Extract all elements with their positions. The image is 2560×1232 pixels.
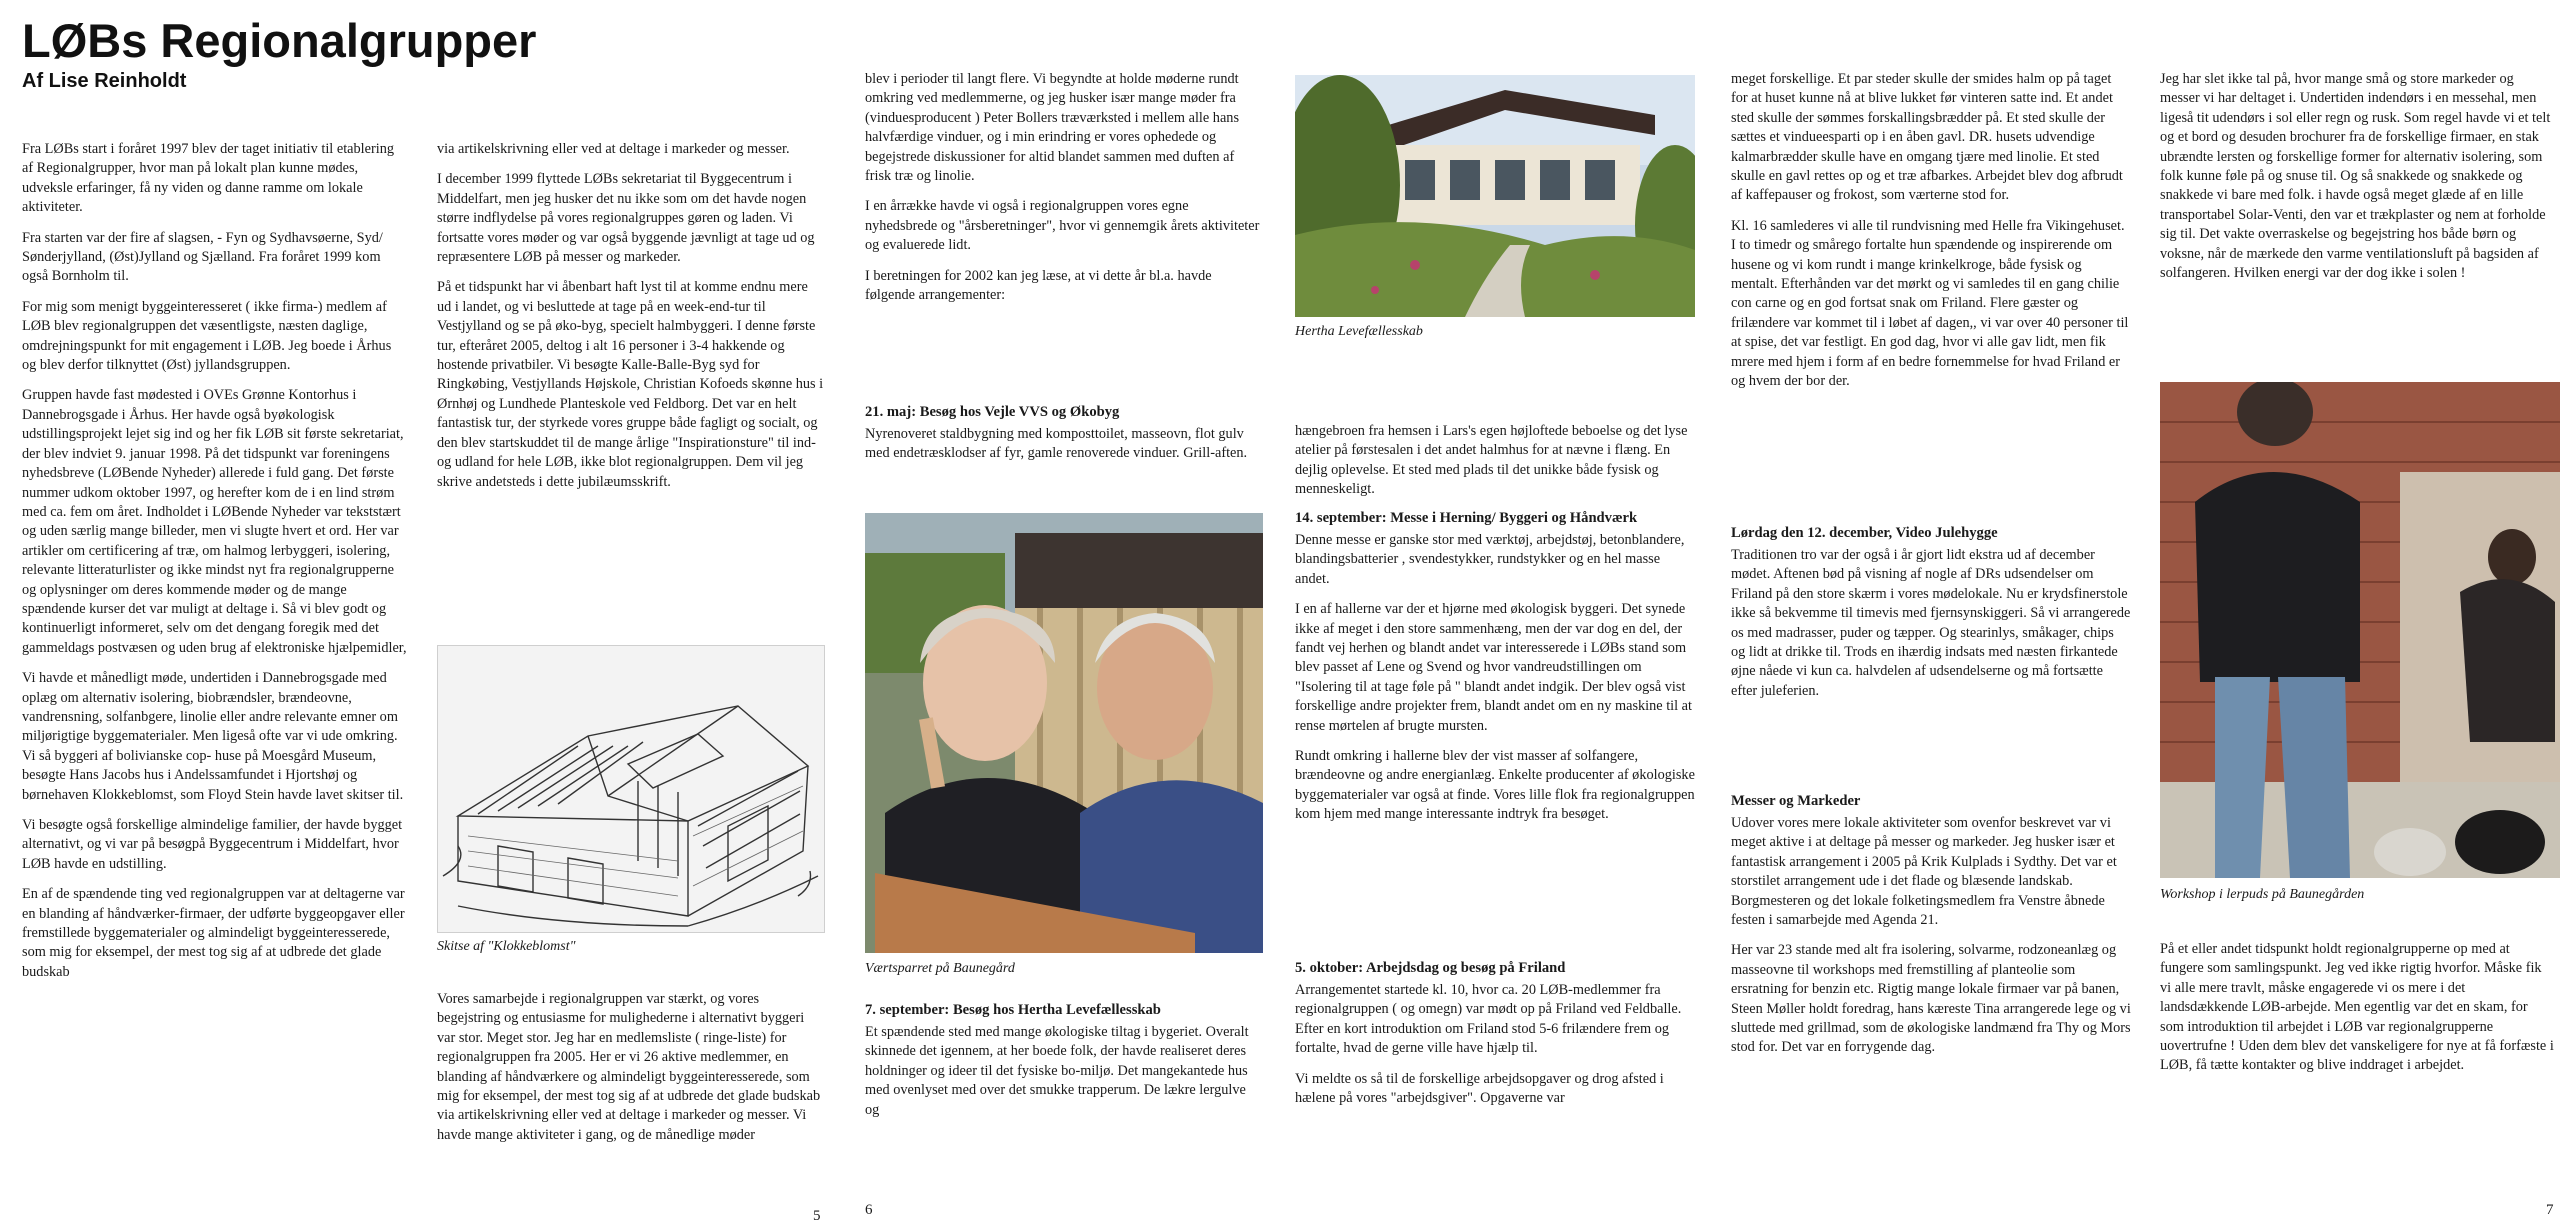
paragraph: meget forskellige. Et par steder skulle der smides halm op på taget for at huset kunne nå at blive lukket før vinteren satte ind. Et andet sted skulle der sømmes forskallingsbrædder på. Et sted skulle der sættes et vindueesparti op i en åben gavl. DR. husets udvendige kalmarbrædder skulle have en omgang tjære med linolie. Et sted skulle en gavl rettes op og et træ afbarkes. Arbejdet blev dog afbrudt af kaffepauser og frokost, som værterne stod for.: [1731, 71, 2123, 204]
paragraph: Vi besøgte også forskellige almindelige familier, der havde bygget alternativt, og vi var på besøgpå Byggecentrum i Middelfart, hvor LØB havde en udstilling.: [22, 817, 403, 872]
caption-workshop: Workshop i lerpuds på Baunegården: [2160, 887, 2365, 902]
paragraph: Udover vores mere lokale aktiviteter som ovenfor beskrevet var vi meget aktive i at deltage på messer og markeder. Jeg husker især et fantastisk arrangement i 2005 på Krik Kulplads i Sydthy. Det var et storstilet arrangement ude i det flade og blæsende landskab. Borgmesteren og det lokale folketingsmedlem fra Venstre åbnede festen i samarbejde med Agenda 21.: [1731, 815, 2117, 929]
heading-friland: 5. oktober: Arbejdsdag og besøg på Friland: [1295, 960, 1566, 976]
paragraph: Gruppen havde fast mødested i OVEs Grønne Kontorhus i Dannebrogsgade i Århus. Her havde også byøkologisk udstillingsprojekt lejet sig ind og her fik LØB sit første sekretariat, der blev indviet 9. januar 1998. På det tidspunkt var foreningens nyhedsbreve (LØBende Nyheder) allerede i fuld gang. Det første nummer udkom oktober 1997, og herefter kom de i en lind strøm med ca. fem om året. Indholdet i LØBende Nyheder var tekststært og uden særlig mange billeder, men vi slugte hvert et ord. Her var artikler om certificering af træ, om halmog lerbyggeri, isolering, relevante litteraturlister og ikke mindst nyt fra regionalgrupperne og oplysninger om deres kommende møder og de mange spændende kurser det var muligt at deltage i. Så vi blev godt og kontinuerligt informeret, selv om det dengang foregik med det gammeldags postvæsen og uden brug af elektroniske hjælpemidler,: [22, 387, 407, 656]
paragraph: Her var 23 stande med alt fra isolering, solvarme, rodzoneanlæg og masseovne til workshops med fremstilling af planteolie som ersratning for benzin etc. Rigtig mange lokale firmaer var på banen, Steen Møller holdt foredrag, hans kæreste Tina arrangerede lege og vi sluttede med grillmad, som de økologiske landmænd fra Thy og Mors stod for. Det var en forrygende dag.: [1731, 942, 2131, 1056]
paragraph: Rundt omkring i hallerne blev der vist masser af solfangere, brændeovne og andre energianlæg. Enkelte producenter af økologiske byggematerialer var også at finde. Vores lille flok fra regionalgruppen kom hjem med mange interessante indtryk fra besøget.: [1295, 748, 1695, 823]
column-3-hertha: [865, 998, 1263, 1198]
paragraph: Vi meldte os så til de forskellige arbejdsopgaver og drog afsted i hælene på vores "arbejdsgiver". Opgaverne var: [1295, 1070, 1664, 1107]
paragraph: Vi havde et månedligt møde, undertiden i Dannebrogsgade med oplæg om alternativ isolering, biobrændsler, brændeovne, vandrensning, solfanbgere, linolie eller andre relevante emner om miljørigtige byggematerialer. Men ligeså ofte var vi ude omkring. Vi så byggeri af bolivianske cop- huse på Moesgård Museum, besøgte Hans Jacobs hus i Andelssamfundet i Hjortshøj og børnehaven Klokkeblomst, som Floyd Stein havde lavet skitser til.: [22, 670, 404, 803]
paragraph: Fra starten var der fire af slagsen, - Fyn og Sydhavsøerne, Syd/ Sønderjylland, (Øst)Jylland og Sjælland. Fra foråret 1999 kom også Bornholm til.: [22, 229, 383, 285]
paragraph: Denne messe er ganske stor med værktøj, arbejdstøj, betonblandere, blandingsbatterier , svendestykker, rundstykker og en hel masse andet.: [1295, 532, 1685, 587]
couple-photo-illustration: [865, 513, 1263, 953]
paragraph: via artikelskrivning eller ved at deltage i markeder og messer.: [437, 141, 790, 157]
photo-couple: [865, 513, 1263, 953]
caption-hertha: Hertha Levefællesskab: [1295, 324, 1423, 339]
heading-herning: 14. september: Messe i Herning/ Byggeri og Håndværk: [1295, 510, 1638, 526]
photo-workshop: [2160, 382, 2560, 878]
paragraph: I en årrække havde vi også i regionalgruppen vores egne nyhedsbrede og "årsberetninger", hvor vi gennemgik årets aktiviteter og evaluerede lidt.: [865, 198, 1260, 254]
page-number-6: 6: [865, 1202, 873, 1218]
paragraph: For mig som menigt byggeinteresseret ( ikke firma-) medlem af LØB blev regionalgruppen det væsentligste, næsten daglige, omdrejningspunkt for mit engagement i LØB. Jeg boede i Århus og blev derfor tilknyttet (Øst) jyllandsgruppen.: [22, 298, 392, 374]
photo-hertha: [1295, 75, 1695, 317]
caption-couple: Værtsparret på Baunegård: [865, 961, 1015, 976]
column-2-top: [437, 140, 825, 640]
column-3-top: [865, 70, 1263, 400]
page-number-5: 5: [813, 1208, 821, 1224]
paragraph: En af de spændende ting ved regionalgruppen var at deltagerne var en blanding af håndværker-firmaer, der udførte byggeopgaver eller fremstillede byggematerialer og almindeligt byggeinteresserede, som mig for eksempel, der mest tog sig af at udbrede det glade budskab: [22, 886, 405, 980]
paragraph: Jeg har slet ikke tal på, hvor mange små og store markeder og messer vi har deltaget i. Undertiden indendørs i en messehal, men ligeså tit udendørs i sol eller regn og rusk. Som regel havde vi et telt og et bord og desuden brochurer fra de forskellige firmaer, en stak ubrændte lersten og forskellige former for alternativ isolering, som folk kunne føle på og snuse til. Og så snakkede og snakkede og snakkede vi bare med folk. i havde også meget glæde af en lille transportabel Solar-Venti, den var et trækplaster og nem at forholde sig til. Det vakte overraskelse og begejstring hos både børn og voksne, når de mærkede den varme ventilationsluft på bagsiden af solfangeren. Hvilken energi var der dog ikke i solen !: [2160, 71, 2551, 282]
heading-julehygge: Lørdag den 12. december, Video Julehygge: [1731, 525, 1998, 541]
column-5-julehygge: [1731, 515, 2131, 755]
paragraph: Et spændende sted med mange økologiske tiltag i bygeriet. Overalt skinnede det igennem, at her boede folk, der havde realiseret deres holdninger og ideer til det fysiske bo-miljø. Det mangekantede hus med ovenlyset med over det smukke trapperum. De lækre lergulve og: [865, 1024, 1249, 1118]
paragraph: I en af hallerne var der et hjørne med økologisk byggeri. Det synede ikke af meget i den store sammenhæng, men der var dog en del, der fandt vej herhen og blandt andet var interesserede i LØBs stand som blev passet af Lene og Svend og hvor vandreudstillingen om "Isolering til at tage føle på " blandt andet indgik. Der blev også vist forskellige andre projekter frem, blandt andet om en ny maskine til at rense mørtelen af brugte mursten.: [1295, 601, 1693, 734]
column-4-top: [1295, 422, 1695, 507]
column-2-bottom: [437, 990, 825, 1190]
column-3-vejle: [865, 400, 1263, 510]
column-5-messer: [1731, 783, 2131, 1163]
page-number-7: 7: [2546, 1202, 2554, 1218]
workshop-photo-illustration: [2160, 382, 2560, 878]
article-byline: Af Lise Reinholdt: [22, 70, 187, 92]
paragraph: I december 1999 flyttede LØBs sekretariat til Byggecentrum i Middelfart, men jeg husker det nu ikke som om det havde nogen større indflydelse på vores regionalgruppes gøren og laden. Vi fortsatte vores møder og var også byggende jævnligt at tage ud og repræsentere LØB på messer og markeder.: [437, 171, 815, 266]
paragraph: Arrangementet startede kl. 10, hvor ca. 20 LØB-medlemmer fra regionalgruppen ( og omegn) var mødt op på Friland ved Feldballe. Efter en kort introduktion om Friland stod 5-6 frilændere frem og fortalte, hvad de gerne ville have hjælp til.: [1295, 982, 1682, 1057]
column-1: [22, 140, 407, 1230]
sketch-klokkeblomst-figure: [437, 645, 825, 933]
paragraph: blev i perioder til langt flere. Vi begyndte at holde møderne rundt omkring ved medlemmerne, og jeg husker især mange møder fra (vinduesproducent ) Peter Bollers træværksted i mellem alle hans halvfærdige vinduer, og i min erindring er vores ophedede og begejstrede diskussioner for altid blandet sammen med duften af frisk træ og linolie.: [865, 71, 1240, 185]
paragraph: Fra LØBs start i foråret 1997 blev der taget initiativ til etablering af Regionalgrupper, hvor man på lokalt plan kunne mødes, udveksle erfaringer, få ny viden og danne ramme om lokale aktiviteter.: [22, 141, 395, 216]
house-sketch-illustration: [438, 646, 824, 932]
paragraph: Traditionen tro var der også i år gjort lidt ekstra ud af december mødet. Aftenen bød på visning af nogle af DRs udsendelser om Friland på den store skærm i vores mødelokale. Nu er krydsfinerstole ikke så bekvemme til timevis med fjernsynskiggeri. Så vi arrangerede os med madrasser, puder og tæpper. Og stearinlys, småkager, chips og lidt at drikke til. Trods en ihærdig indsats med næsten firkantede øjne nåede vi kun ca. halvdelen af udsendelserne og må fortsætte efter juleferien.: [1731, 547, 2131, 699]
paragraph: Nyrenoveret staldbygning med komposttoilet, masseovn, flot gulv med endetræsklodser af fyr, gamle renoverede vinduer. Grill-aften.: [865, 426, 1248, 462]
paragraph: I beretningen for 2002 kan jeg læse, at vi dette år bl.a. havde følgende arrangementer:: [865, 267, 1212, 304]
column-6-top: [2160, 70, 2555, 380]
paragraph: Vores samarbejde i regionalgruppen var stærkt, og vores begejstring og entusiasme for mulighederne i alternativt byggeri var stor. Meget stor. Jeg har en medlemsliste ( ringe-liste) for regionalgruppen fra 2005. Her er vi 26 aktive medlemmer, en blanding af håndværkere og almindeligt byggeinteresserede, som mig for eksempel, der mest tog sig af at udbrede det glade budskab via artikelskrivning eller ved at deltage i markeder og messer. Vi havde mange aktiviteter i gang, og de månedlige møder: [437, 991, 821, 1143]
column-4-herning: [1295, 500, 1695, 950]
heading-hertha: 7. september: Besøg hos Hertha Levefællesskab: [865, 1002, 1161, 1018]
paragraph: hængebroen fra hemsen i Lars's egen højloftede beboelse og det lyse atelier på førstesalen i det andet halmhus for at nævne i flæng. En dejlig oplevelse. Et sted med plads til det unikke både fysisk og menneskeligt.: [1295, 423, 1688, 498]
paragraph: Kl. 16 samlederes vi alle til rundvisning med Helle fra Vikingehuset. I to timedr og smårego fortalte hun spændende og inspirerende om husene og vi kom rundt i mange krinkelkroge, både fysisk og mentalt. Efterhånden var det mørkt og vi samledes til en gang chilie con carne og en god fortsat snak om Friland. Flere gæster og frilændere var kommet til i løbet af dagen,, vi var over 40 personer til at spise, det var festligt. En god dag, hvor vi alle gav lidt, men fik mrere med hjem i form af en bedre fornemmelse for hvad Friland er og hvem der bor der.: [1731, 217, 2129, 390]
column-6-bottom: [2160, 940, 2555, 1140]
column-4-friland: [1295, 950, 1695, 1150]
caption-sketch: Skitse af "Klokkeblomst": [437, 939, 576, 954]
heading-vejle: 21. maj: Besøg hos Vejle VVS og Økobyg: [865, 404, 1120, 420]
paragraph: På et tidspunkt har vi åbenbart haft lyst til at komme endnu mere ud i landet, og vi besluttede at tage på en week-end-tur til Vestjylland og se på øko-byg, specielt halmbyggeri. I denne første tur, efteråret 2005, deltog i alt 16 personer i 3-4 hakkende og hostende privatbiler. Vi besøgte Kalle-Balle-Byg syd for Ringkøbing, Vestjyllands Højskole, Christian Kofoeds skønne hus i Ørnhøj og Lundhede Planteskole ved Feldborg. Det var en helt fantastisk tur, der styrkede vores gruppe både fagligt og socialt, og den blev startskuddet til de mange årlige "Inspirationsture" til ind- og udland for hele LØB, ikke blot regionalgruppen. Dem vil jeg skrive andetsteds i dette jubilæumsskrift.: [437, 279, 824, 490]
heading-messer: Messer og Markeder: [1731, 793, 1861, 809]
paragraph: På et eller andet tidspunkt holdt regionalgrupperne op med at fungere som samlingspunkt. Jeg ved ikke rigtig hvorfor. Måske fik vi alle mere travlt, måske engagerede vi os mere i det landsdækkende LØB-arbejde. Men egentlig var det en skam, for som introduktion til arbejdet i LØB var regionalgrupperne uovertrufne ! Uden dem blev det vanskeligere for nye at få forfæste i LØB, få tætte kontakter og blive inddraget i arbejdet.: [2160, 941, 2554, 1074]
hertha-house-photo-illustration: [1295, 75, 1695, 317]
column-5-top: [1731, 70, 2131, 490]
article-title: LØBs Regionalgrupper: [22, 14, 537, 67]
